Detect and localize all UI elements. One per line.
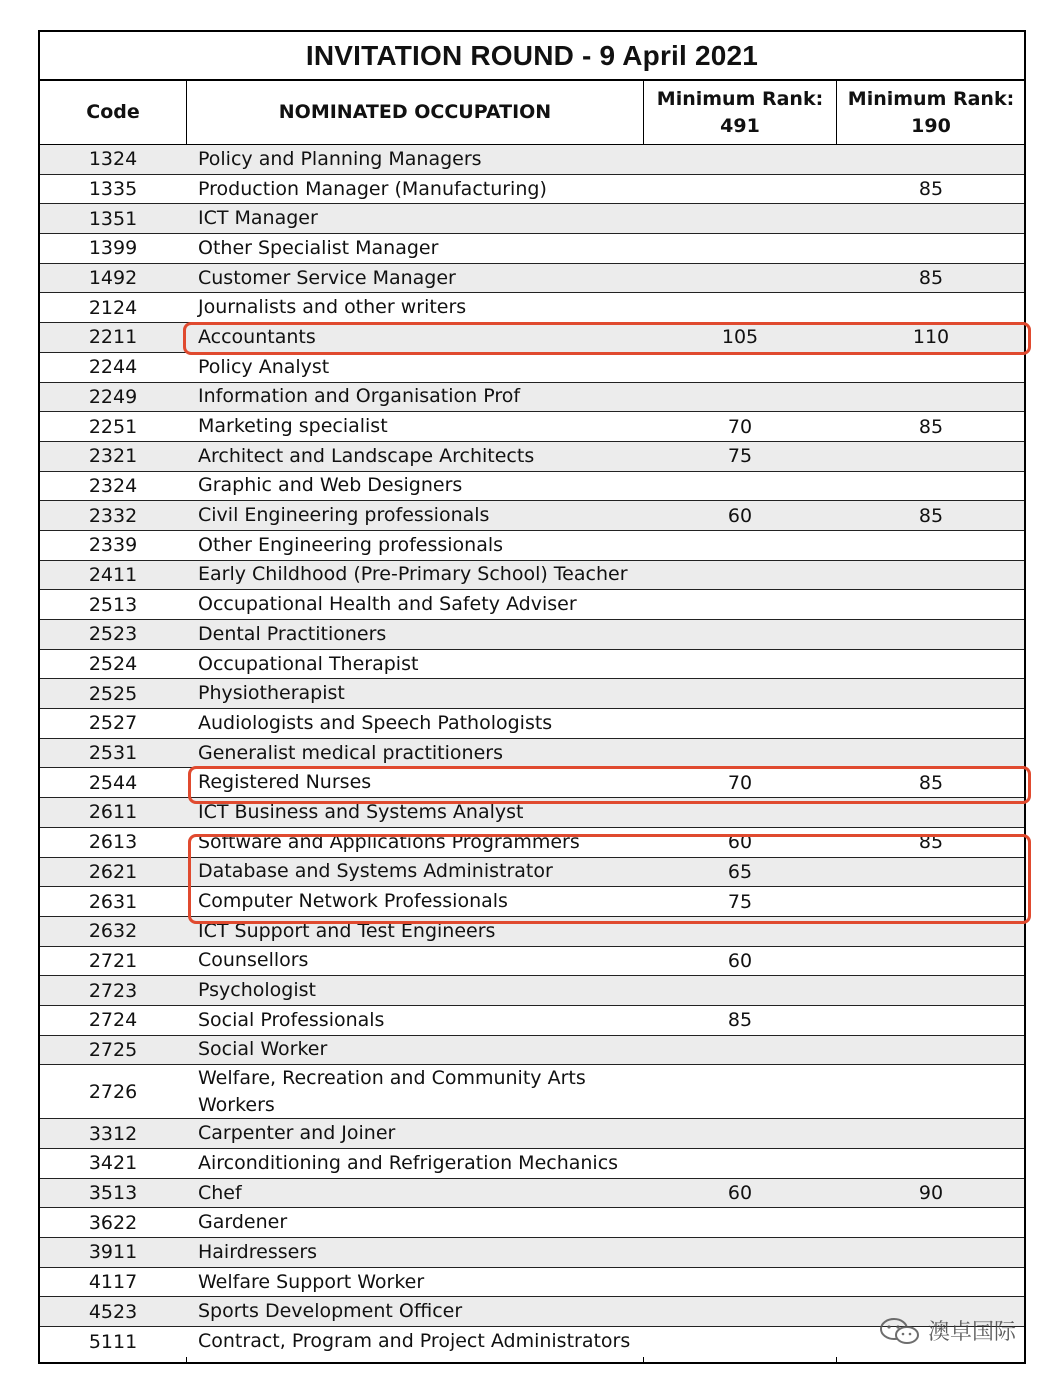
wechat-icon — [878, 1316, 922, 1346]
cell-rank-491 — [644, 917, 836, 946]
cell-occupation: ICT Manager — [198, 207, 318, 230]
cell-code: 3312 — [88, 1122, 138, 1145]
cell-occupation: Early Childhood (Pre-Primary School) Teacher — [198, 563, 628, 586]
cell-occupation: Information and Organisation Prof — [198, 385, 521, 408]
cell-rank-190 — [837, 620, 1025, 649]
cell-occupation: Physiotherapist — [198, 682, 345, 705]
cell-rank-491 — [644, 175, 836, 204]
table-row — [40, 1327, 1024, 1357]
cell-rank-190 — [837, 590, 1025, 619]
cell-rank-491: 60 — [727, 1182, 753, 1205]
table-row — [40, 472, 1024, 502]
table-row — [40, 1179, 1024, 1209]
table-row — [40, 798, 1024, 828]
cell-code: 2411 — [88, 563, 138, 586]
cell-rank-491: 70 — [727, 415, 753, 438]
table-row — [40, 858, 1024, 888]
table-row — [40, 293, 1024, 323]
cell-code: 3911 — [88, 1241, 138, 1264]
table-row — [40, 976, 1024, 1006]
cell-rank-190 — [837, 1036, 1025, 1065]
cell-code: 2721 — [88, 949, 138, 972]
cell-rank-190: 85 — [918, 504, 944, 527]
cell-occupation: Computer Network Professionals — [198, 890, 508, 913]
cell-occupation: Other Specialist Manager — [198, 236, 439, 259]
cell-rank-190: 85 — [918, 267, 944, 290]
cell-rank-491: 75 — [727, 445, 753, 468]
cell-rank-491 — [644, 1208, 836, 1237]
cell-rank-190 — [837, 1268, 1025, 1297]
table-row — [40, 1065, 1024, 1119]
cell-occupation: ICT Business and Systems Analyst — [198, 800, 524, 823]
table-row — [40, 531, 1024, 561]
cell-occupation: Welfare, Recreation and Community Arts Workers — [198, 1066, 586, 1116]
cell-rank-491 — [644, 798, 836, 827]
cell-occupation: Contract, Program and Project Administrators — [198, 1330, 631, 1353]
cell-code: 2632 — [88, 920, 138, 943]
cell-code: 2611 — [88, 801, 138, 824]
table-row — [40, 1149, 1024, 1179]
cell-code: 2324 — [88, 474, 138, 497]
cell-rank-190 — [837, 798, 1025, 827]
table-row — [40, 561, 1024, 591]
table-row — [40, 917, 1024, 947]
cell-rank-491 — [644, 1065, 836, 1118]
cell-code: 2332 — [88, 504, 138, 527]
cell-rank-190 — [837, 679, 1025, 708]
cell-rank-190 — [837, 947, 1025, 976]
cell-rank-491: 75 — [727, 890, 753, 913]
cell-occupation: Policy and Planning Managers — [198, 147, 482, 170]
cell-occupation: Social Professionals — [198, 1008, 385, 1031]
cell-occupation: Dental Practitioners — [198, 622, 387, 645]
cell-code: 3622 — [88, 1211, 138, 1234]
cell-rank-190: 85 — [918, 831, 944, 854]
cell-occupation: Airconditioning and Refrigeration Mechanics — [198, 1151, 619, 1174]
cell-code: 2321 — [88, 445, 138, 468]
table-row — [40, 620, 1024, 650]
cell-code: 1351 — [88, 207, 138, 230]
cell-code: 2339 — [88, 534, 138, 557]
table-row — [40, 1036, 1024, 1066]
cell-rank-190: 85 — [918, 415, 944, 438]
cell-code: 3421 — [88, 1152, 138, 1175]
table-row — [40, 947, 1024, 977]
cell-rank-190 — [837, 1119, 1025, 1148]
cell-rank-491 — [644, 204, 836, 233]
cell-occupation: Journalists and other writers — [198, 296, 467, 319]
table-row — [40, 323, 1024, 353]
table-row — [40, 590, 1024, 620]
cell-rank-491: 60 — [727, 504, 753, 527]
cell-rank-491 — [644, 353, 836, 382]
cell-rank-491 — [644, 679, 836, 708]
table-header-row — [40, 81, 1024, 145]
cell-code: 2613 — [88, 831, 138, 854]
cell-rank-491: 60 — [727, 831, 753, 854]
table-row — [40, 1006, 1024, 1036]
cell-rank-491 — [644, 976, 836, 1005]
cell-rank-491 — [644, 739, 836, 768]
table-row — [40, 264, 1024, 294]
cell-rank-491 — [644, 1149, 836, 1178]
table-title: INVITATION ROUND - 9 April 2021 — [40, 32, 1024, 81]
cell-rank-190 — [837, 1006, 1025, 1035]
cell-occupation: Chef — [198, 1181, 242, 1204]
cell-rank-190 — [837, 561, 1025, 590]
cell-rank-190 — [837, 234, 1025, 263]
cell-occupation: Audiologists and Speech Pathologists — [198, 711, 553, 734]
cell-code: 2725 — [88, 1038, 138, 1061]
header-code: Code — [86, 101, 140, 123]
cell-rank-190 — [837, 709, 1025, 738]
header-rank-491-value: 491 — [720, 114, 760, 137]
table-row — [40, 442, 1024, 472]
header-rank-491-label: Minimum Rank: — [656, 87, 824, 110]
cell-occupation: Carpenter and Joiner — [198, 1122, 396, 1145]
cell-code: 2726 — [88, 1080, 138, 1103]
cell-occupation: Customer Service Manager — [198, 266, 456, 289]
cell-rank-190: 85 — [918, 771, 944, 794]
header-rank-190-label: Minimum Rank: — [847, 87, 1015, 110]
cell-occupation: Civil Engineering professionals — [198, 504, 490, 527]
cell-rank-190 — [837, 976, 1025, 1005]
cell-occupation: Marketing specialist — [198, 415, 388, 438]
cell-code: 3513 — [88, 1182, 138, 1205]
cell-rank-491 — [644, 1268, 836, 1297]
cell-rank-190 — [837, 1238, 1025, 1267]
table-row — [40, 1297, 1024, 1327]
cell-rank-491 — [644, 531, 836, 560]
cell-occupation: Sports Development Officer — [198, 1300, 463, 1323]
cell-occupation: Policy Analyst — [198, 355, 330, 378]
cell-code: 2211 — [88, 326, 138, 349]
cell-rank-491 — [644, 264, 836, 293]
cell-code: 2724 — [88, 1009, 138, 1032]
cell-rank-190 — [837, 1065, 1025, 1118]
cell-occupation: Generalist medical practitioners — [198, 741, 503, 764]
table-body — [40, 145, 1024, 1357]
table-row — [40, 175, 1024, 205]
table-row — [40, 679, 1024, 709]
cell-code: 4523 — [88, 1300, 138, 1323]
cell-rank-190 — [837, 739, 1025, 768]
table-row — [40, 1238, 1024, 1268]
cell-code: 2621 — [88, 860, 138, 883]
cell-rank-491 — [644, 1119, 836, 1148]
cell-rank-491 — [644, 1297, 836, 1326]
header-occupation: NOMINATED OCCUPATION — [278, 101, 552, 123]
table-row — [40, 887, 1024, 917]
cell-occupation: Database and Systems Administrator — [198, 860, 553, 883]
table-row — [40, 650, 1024, 680]
cell-occupation: Software and Applications Programmers — [198, 830, 580, 853]
table-row — [40, 709, 1024, 739]
cell-rank-190 — [837, 472, 1025, 501]
cell-occupation: Welfare Support Worker — [198, 1270, 425, 1293]
cell-occupation: Production Manager (Manufacturing) — [198, 177, 547, 200]
cell-rank-190 — [837, 145, 1025, 174]
cell-rank-491: 60 — [727, 949, 753, 972]
cell-code: 1492 — [88, 267, 138, 290]
header-rank-190 — [837, 81, 1025, 144]
cell-code: 2524 — [88, 653, 138, 676]
cell-rank-491 — [644, 561, 836, 590]
cell-rank-491: 65 — [727, 860, 753, 883]
header-rank-190-value: 190 — [911, 114, 951, 137]
cell-code: 5111 — [88, 1330, 138, 1353]
cell-rank-190: 85 — [918, 178, 944, 201]
cell-code: 2244 — [88, 356, 138, 379]
table-row — [40, 739, 1024, 769]
cell-rank-190 — [837, 204, 1025, 233]
cell-occupation: Accountants — [198, 325, 316, 348]
cell-code: 1324 — [88, 148, 138, 171]
invitation-table — [38, 30, 1026, 1364]
cell-code: 2527 — [88, 712, 138, 735]
cell-rank-190 — [837, 1208, 1025, 1237]
cell-code: 2544 — [88, 771, 138, 794]
cell-rank-190 — [837, 917, 1025, 946]
cell-rank-491: 85 — [727, 1009, 753, 1032]
cell-rank-491 — [644, 1327, 836, 1357]
cell-occupation: Social Worker — [198, 1038, 328, 1061]
cell-code: 1399 — [88, 237, 138, 260]
cell-occupation: Hairdressers — [198, 1240, 318, 1263]
table-row — [40, 768, 1024, 798]
cell-rank-190 — [837, 650, 1025, 679]
cell-occupation: Other Engineering professionals — [198, 533, 504, 556]
watermark-text: 澳卓国际 — [927, 1320, 1016, 1345]
cell-rank-491 — [644, 590, 836, 619]
cell-code: 2513 — [88, 593, 138, 616]
cell-occupation: ICT Support and Test Engineers — [198, 919, 496, 942]
cell-rank-190 — [837, 442, 1025, 471]
cell-occupation: Occupational Therapist — [198, 652, 419, 675]
table-row — [40, 234, 1024, 264]
cell-rank-491 — [644, 650, 836, 679]
cell-code: 2723 — [88, 979, 138, 1002]
cell-rank-491 — [644, 1238, 836, 1267]
table-row — [40, 383, 1024, 413]
cell-code: 2531 — [88, 742, 138, 765]
cell-rank-190: 110 — [912, 326, 950, 349]
cell-code: 2631 — [88, 890, 138, 913]
cell-occupation: Gardener — [198, 1211, 288, 1234]
cell-rank-190: 90 — [918, 1182, 944, 1205]
cell-code: 2525 — [88, 682, 138, 705]
watermark — [878, 1315, 1016, 1346]
cell-rank-491 — [644, 620, 836, 649]
cell-occupation: Graphic and Web Designers — [198, 474, 463, 497]
table-row — [40, 1208, 1024, 1238]
cell-code: 2249 — [88, 385, 138, 408]
cell-rank-190 — [837, 353, 1025, 382]
table-row — [40, 353, 1024, 383]
cell-rank-491 — [644, 145, 836, 174]
cell-rank-190 — [837, 531, 1025, 560]
cell-occupation: Psychologist — [198, 979, 316, 1002]
cell-rank-190 — [837, 858, 1025, 887]
cell-occupation: Registered Nurses — [198, 771, 372, 794]
cell-rank-491: 70 — [727, 771, 753, 794]
cell-rank-190 — [837, 887, 1025, 916]
cell-rank-491 — [644, 1036, 836, 1065]
table-row — [40, 145, 1024, 175]
cell-code: 2523 — [88, 623, 138, 646]
cell-rank-491 — [644, 472, 836, 501]
cell-rank-190 — [837, 383, 1025, 412]
cell-rank-491 — [644, 709, 836, 738]
table-row — [40, 828, 1024, 858]
cell-rank-491 — [644, 293, 836, 322]
cell-code: 1335 — [88, 178, 138, 201]
cell-rank-491: 105 — [721, 326, 759, 349]
cell-occupation: Architect and Landscape Architects — [198, 444, 535, 467]
cell-code: 2124 — [88, 296, 138, 319]
cell-occupation: Occupational Health and Safety Adviser — [198, 593, 577, 616]
header-rank-491 — [644, 81, 836, 144]
table-row — [40, 501, 1024, 531]
cell-code: 4117 — [88, 1271, 138, 1294]
cell-rank-491 — [644, 383, 836, 412]
cell-rank-190 — [837, 1149, 1025, 1178]
cell-rank-190 — [837, 293, 1025, 322]
table-row — [40, 412, 1024, 442]
table-row — [40, 1268, 1024, 1298]
cell-occupation: Counsellors — [198, 949, 309, 972]
cell-code: 2251 — [88, 415, 138, 438]
table-row — [40, 1119, 1024, 1149]
table-row — [40, 204, 1024, 234]
cell-rank-491 — [644, 234, 836, 263]
